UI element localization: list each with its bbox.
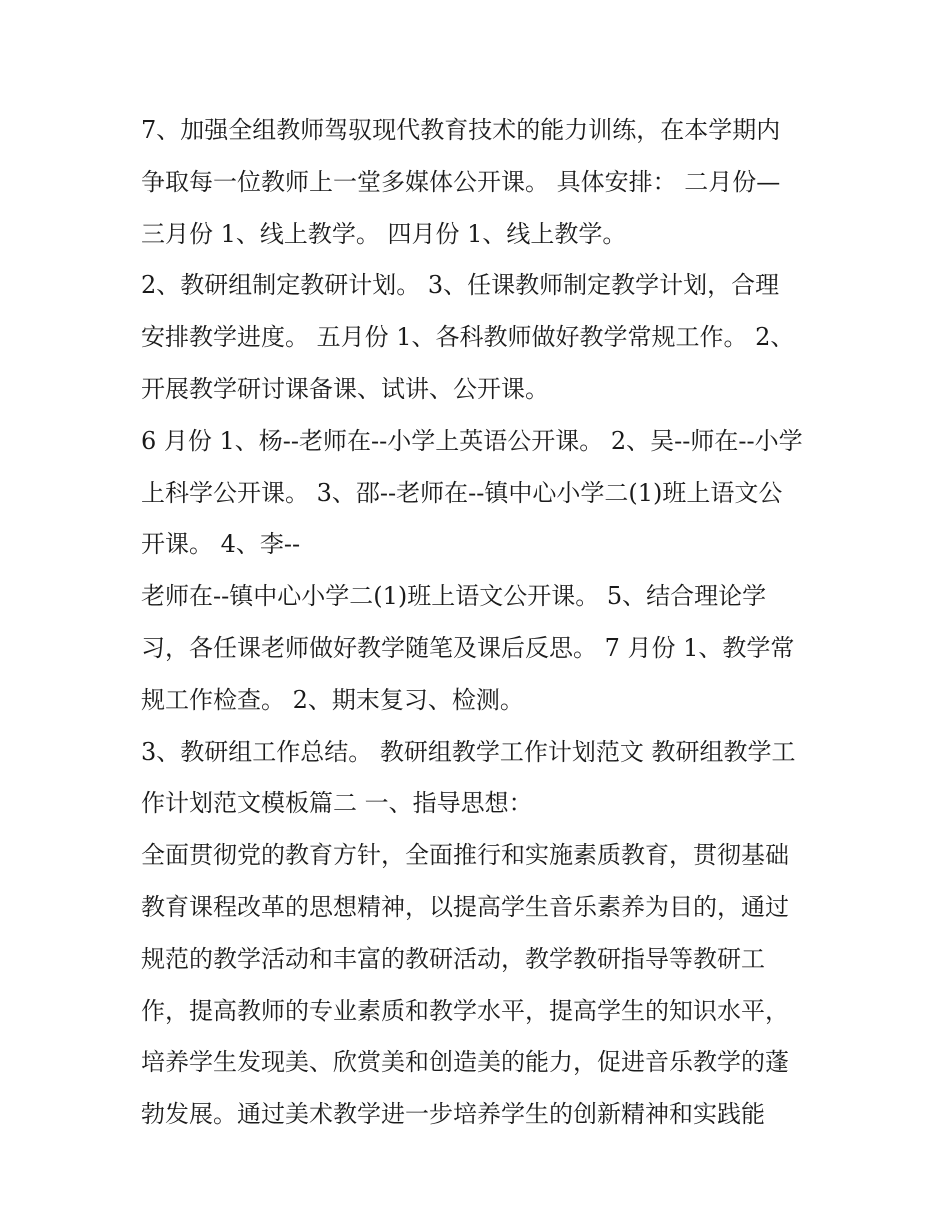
text-line: 习，各任课老师做好教学随笔及课后反思。 7 月份 1、教学常	[141, 633, 795, 662]
text-line: 7、加强全组教师驾驭现代教育技术的能力训练，在本学期内	[141, 116, 781, 144]
text-line: 争取每一位教师上一堂多媒体公开课。 具体安排： 二月份—	[141, 167, 781, 196]
text-line: 规范的教学活动和丰富的教研活动，教学教研指导等教研工	[141, 944, 765, 973]
text-line: 培养学生发现美、欣赏美和创造美的能力，促进音乐教学的蓬	[141, 1048, 789, 1077]
text-line: 2、教研组制定教研计划。 3、任课教师制定教学计划，合理	[141, 271, 780, 300]
text-line: 勃发展。通过美术教学进一步培养学生的创新精神和实践能	[141, 1100, 765, 1129]
text-line: 三月份 1、线上教学。 四月份 1、线上教学。	[141, 219, 627, 248]
text-line: 教育课程改革的思想精神，以提高学生音乐素养为目的，通过	[141, 892, 789, 921]
text-line: 作，提高教师的专业素质和教学水平，提高学生的知识水平，	[141, 996, 789, 1025]
text-line: 全面贯彻党的教育方针，全面推行和实施素质教育，贯彻基础	[141, 841, 789, 870]
text-line: 6 月份 1、杨--老师在--小学上英语公开课。 2、吴--师在--小学	[141, 426, 803, 455]
text-line: 上科学公开课。 3、邵--老师在--镇中心小学二(1)班上语文公	[141, 478, 783, 507]
text-line: 3、教研组工作总结。 教研组教学工作计划范文 教研组教学工	[141, 737, 796, 766]
text-line: 开展教学研讨课备课、试讲、公开课。	[141, 374, 549, 403]
document-body	[141, 112, 821, 1148]
text-line: 开课。 4、李--	[141, 530, 301, 559]
text-line: 作计划范文模板篇二 一、指导思想：	[141, 789, 533, 818]
text-line: 规工作检查。 2、期末复习、检测。	[141, 685, 524, 714]
text-line: 安排教学进度。 五月份 1、各科教师做好教学常规工作。 2、	[141, 323, 795, 352]
text-line: 老师在--镇中心小学二(1)班上语文公开课。 5、结合理论学	[141, 582, 767, 611]
